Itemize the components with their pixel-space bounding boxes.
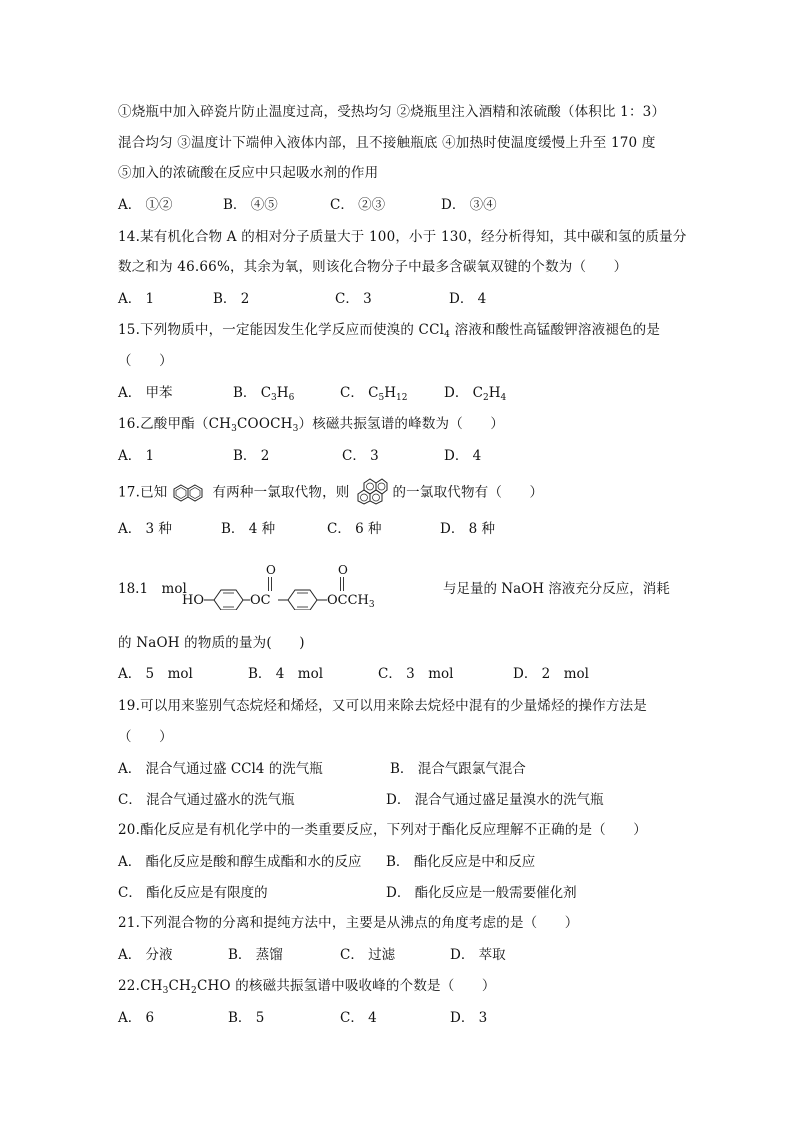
q18-option-a[interactable]: A． 5 mol [118,666,193,682]
q14-option-a[interactable]: A． 1 [118,291,155,307]
q20-option-b[interactable]: B． 酯化反应是中和反应 [386,854,536,870]
q13-option-a[interactable]: A． ①② [118,197,173,213]
q19-option-d[interactable]: D． 混合气通过盛足量溴水的洗气瓶 [386,792,604,808]
q22-text-line-1: $22.CH_3CH_2CHO$ 的核磁共振氢谱中吸收峰的个数是（ ） [118,978,496,996]
q15-option-d[interactable]: D． $C_2H_4$ [444,385,507,403]
q15-text-line-2: （ ） [118,353,173,369]
q19-option-c[interactable]: C． 混合气通过盛水的洗气瓶 [118,792,295,808]
q15-text-line-1: 15.下列物质中，一定能因发生化学反应而使溴的 CCl$_4$ 溶液和酸性高锰酸钾溶液褪色的是 [118,322,661,340]
q19-text-line-1: 19.可以用来鉴别气态烷烃和烯烃，又可以用来除去烷烃中混有的少量烯烃的操作方法是 [118,698,647,714]
q20-option-c[interactable]: C． 酯化反应是有限度的 [118,885,268,901]
q19-option-b[interactable]: B． 混合气跟氯气混合 [390,761,526,777]
q22-option-b[interactable]: B． 5 [228,1010,265,1026]
svg-text:OC: OC [250,593,271,608]
q14-text-line-1: 14.某有机化合物 A 的相对分子质量大于 100，小于 130，经分析得知，其中碳和氢的质量分 [118,229,687,245]
q21-option-b[interactable]: B． 蒸馏 [228,947,283,963]
q17-option-d[interactable]: D． 8 种 [440,521,495,537]
q17-option-c[interactable]: C． 6 种 [327,521,382,537]
q14-text-line-2: 数之和为 46.66%，其余为氧，则该化合物分子中最多含碳氧双键的个数为（ ） [118,259,628,275]
q14-option-b[interactable]: B． 2 [213,291,250,307]
q16-option-a[interactable]: A． 1 [118,448,155,464]
q17-option-a[interactable]: A． 3 种 [118,521,172,537]
q20-text-line-1: 20.酯化反应是有机化学中的一类重要反应，下列对于酯化反应理解不正确的是（ ） [118,822,647,838]
q18-prefix: 18.1 mol [118,581,187,597]
naphthalene-structure-icon [172,483,208,503]
q16-option-c[interactable]: C． 3 [342,448,379,464]
q17-option-b[interactable]: B． 4 种 [221,521,276,537]
q21-option-a[interactable]: A． 分液 [118,947,173,963]
q18-line-1 [118,560,678,610]
q14-option-d[interactable]: D． 4 [449,291,487,307]
pyrene-structure-icon [354,475,388,505]
q20-option-d[interactable]: D． 酯化反应是一般需要催化剂 [386,885,577,901]
q16-text-line-1: 16.乙酸甲酯$(CH_3COOCH_3)$核磁共振氢谱的峰数为（ ） [118,416,505,434]
q22-option-c[interactable]: C． 4 [340,1010,377,1026]
q19-option-a[interactable]: A． 混合气通过盛 CCl4 的洗气瓶 [118,761,323,777]
q15-option-b[interactable]: B． $C_3H_6$ [233,385,295,403]
q18-option-b[interactable]: B． 4 mol [248,666,324,682]
q16-option-d[interactable]: D． 4 [444,448,482,464]
q13-text-line-3: ⑤加入的浓硫酸在反应中只起吸水剂的作用 [118,165,379,181]
q15-option-c[interactable]: C． $C_5H_{12}$ [340,385,408,403]
svg-text:OCCH3: $OCCH_3$ [327,593,375,610]
q21-option-d[interactable]: D． 萃取 [450,947,506,963]
q20-option-a[interactable]: A． 酯化反应是酸和醇生成酯和水的反应 [118,854,362,870]
q18-option-d[interactable]: D． 2 mol [513,666,589,682]
svg-text:O: O [338,563,348,577]
q21-option-c[interactable]: C． 过滤 [340,947,396,963]
svg-text:HO: HO [182,593,204,608]
q18-text-line-2: 的 NaOH 的物质的量为( ) [118,635,305,651]
q18-text: 与足量的 NaOH 溶液充分反应，消耗 [443,581,670,597]
q19-text-line-2: （ ） [118,729,173,745]
q22-option-d[interactable]: D． 3 [450,1010,488,1026]
q14-option-c[interactable]: C． 3 [335,291,372,307]
q22-option-a[interactable]: A． 6 [118,1010,155,1026]
q13-option-d[interactable]: D． ③④ [441,197,497,213]
q13-option-b[interactable]: B． ④⑤ [223,197,278,213]
q17-text-line: 17.已知 有两种一氯取代物，则 的一氯取代物有（ ） [118,481,543,505]
q13-text-line-1: ①烧瓶中加入碎瓷片防止温度过高，受热均匀 ②烧瓶里注入酒精和浓硫酸（体积比 1：3） [118,104,666,120]
q13-text-line-2: 混合均匀 ③温度计下端伸入液体内部，且不接触瓶底 ④加热时使温度缓慢上升至 170 度 [118,135,656,151]
ester-structure-icon [180,560,442,610]
q16-option-b[interactable]: B． 2 [233,448,270,464]
svg-text:O: O [266,563,276,577]
q15-option-a[interactable]: A． 甲苯 [118,385,173,401]
q18-option-c[interactable]: C． 3 mol [378,666,454,682]
q13-option-c[interactable]: C． ②③ [330,197,386,213]
q21-text-line-1: 21.下列混合物的分离和提纯方法中，主要是从沸点的角度考虑的是（ ） [118,915,579,931]
